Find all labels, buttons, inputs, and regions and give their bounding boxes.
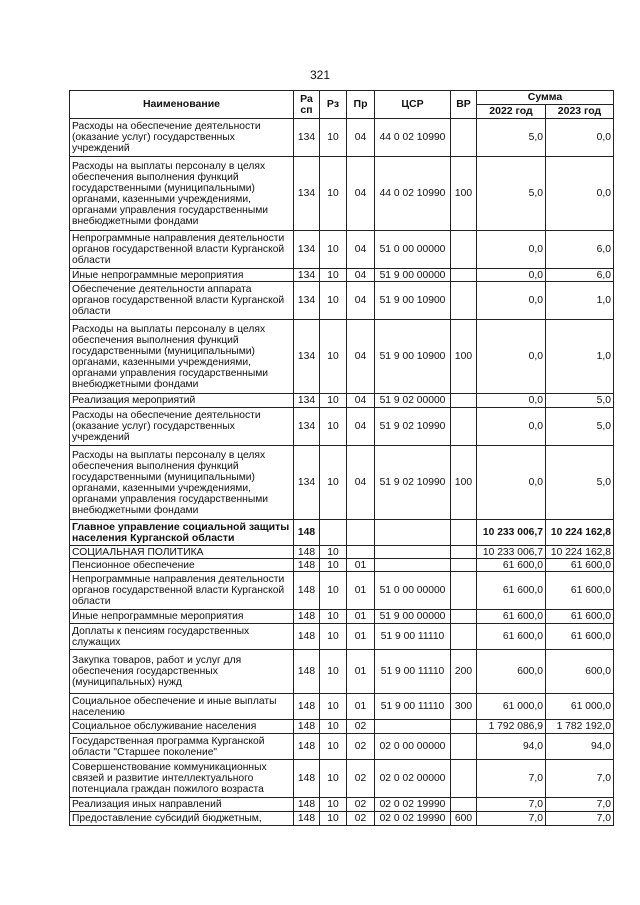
cell-sum-2022: 1 792 086,9 — [477, 720, 546, 734]
cell-name: Социальное обеспечение и иные выплаты населению — [70, 694, 294, 720]
cell-rz: 10 — [320, 694, 347, 720]
cell-rz: 10 — [320, 320, 347, 394]
cell-pr: 04 — [347, 446, 375, 520]
budget-table — [69, 90, 614, 826]
cell-sum-2022: 0,0 — [477, 446, 546, 520]
cell-sum-2022: 0,0 — [477, 231, 546, 269]
cell-csr: 44 0 02 10990 — [375, 119, 451, 157]
cell-rz: 10 — [320, 559, 347, 572]
cell-name: Расходы на обеспечение деятельности (оказание услуг) государственных учреждений — [70, 119, 294, 157]
cell-pr: 04 — [347, 408, 375, 446]
cell-rz — [320, 520, 347, 546]
cell-sum-2023: 61 600,0 — [546, 624, 614, 650]
cell-vr — [451, 798, 477, 812]
cell-sum-2023: 7,0 — [546, 812, 614, 826]
cell-sum-2023: 7,0 — [546, 798, 614, 812]
cell-vr: 100 — [451, 320, 477, 394]
cell-csr: 02 0 00 00000 — [375, 734, 451, 760]
cell-sum-2022: 94,0 — [477, 734, 546, 760]
table-row — [70, 720, 614, 734]
table-row — [70, 572, 614, 610]
cell-pr: 02 — [347, 760, 375, 798]
cell-pr: 04 — [347, 269, 375, 282]
cell-name: Иные непрограммные мероприятия — [70, 610, 294, 624]
cell-rz: 10 — [320, 624, 347, 650]
cell-csr: 51 9 00 11110 — [375, 694, 451, 720]
cell-csr: 44 0 02 10990 — [375, 157, 451, 231]
header-razdel-line2: сп — [300, 103, 313, 116]
cell-name: Иные непрограммные мероприятия — [70, 269, 294, 282]
cell-csr: 02 0 02 19990 — [375, 798, 451, 812]
cell-vr — [451, 394, 477, 408]
cell-csr: 51 9 02 00000 — [375, 394, 451, 408]
table-row — [70, 394, 614, 408]
cell-razdel: 134 — [294, 231, 320, 269]
cell-vr: 100 — [451, 446, 477, 520]
cell-razdel: 148 — [294, 546, 320, 559]
cell-name: Расходы на выплаты персоналу в целях обеспечения выполнения функций государственными (муниципальными) органами, казенными учреждениями, органами управления государственными внебюджетными фондами — [70, 157, 294, 231]
cell-pr: 02 — [347, 720, 375, 734]
cell-csr: 02 0 02 00000 — [375, 760, 451, 798]
cell-razdel: 148 — [294, 760, 320, 798]
cell-sum-2022: 7,0 — [477, 812, 546, 826]
cell-sum-2022: 10 233 006,7 — [477, 546, 546, 559]
cell-sum-2022: 7,0 — [477, 760, 546, 798]
cell-name: СОЦИАЛЬНАЯ ПОЛИТИКА — [70, 546, 294, 559]
header-razdel — [294, 91, 320, 119]
cell-csr: 51 9 00 10900 — [375, 320, 451, 394]
cell-csr: 51 9 02 10990 — [375, 446, 451, 520]
cell-sum-2023: 61 600,0 — [546, 610, 614, 624]
cell-rz: 10 — [320, 119, 347, 157]
cell-pr: 04 — [347, 119, 375, 157]
cell-name: Государственная программа Курганской области "Старшее поколение" — [70, 734, 294, 760]
cell-vr — [451, 760, 477, 798]
table-row — [70, 231, 614, 269]
cell-csr: 51 0 00 00000 — [375, 231, 451, 269]
cell-sum-2022: 0,0 — [477, 282, 546, 320]
table-row — [70, 734, 614, 760]
cell-sum-2023: 0,0 — [546, 157, 614, 231]
cell-name: Обеспечение деятельности аппарата органов государственной власти Курганской области — [70, 282, 294, 320]
cell-pr: 01 — [347, 559, 375, 572]
table-row — [70, 610, 614, 624]
table-row — [70, 520, 614, 546]
cell-rz: 10 — [320, 282, 347, 320]
cell-vr — [451, 520, 477, 546]
cell-vr: 600 — [451, 812, 477, 826]
cell-razdel: 148 — [294, 520, 320, 546]
cell-name: Предоставление субсидий бюджетным, — [70, 812, 294, 826]
cell-pr: 04 — [347, 320, 375, 394]
header-rz: Рз — [320, 91, 347, 119]
cell-name: Расходы на выплаты персоналу в целях обеспечения выполнения функций государственными (муниципальными) органами, казенными учреждениями, органами управления государственными внебюджетными фондами — [70, 320, 294, 394]
cell-rz: 10 — [320, 572, 347, 610]
cell-sum-2023: 6,0 — [546, 231, 614, 269]
table-row — [70, 559, 614, 572]
cell-razdel: 134 — [294, 408, 320, 446]
cell-pr: 04 — [347, 231, 375, 269]
cell-razdel: 148 — [294, 720, 320, 734]
cell-sum-2022: 61 600,0 — [477, 610, 546, 624]
cell-sum-2022: 5,0 — [477, 119, 546, 157]
cell-name: Главное управление социальной защиты населения Курганской области — [70, 520, 294, 546]
cell-sum-2022: 61 600,0 — [477, 572, 546, 610]
cell-name: Закупка товаров, работ и услуг для обеспечения государственных (муниципальных) нужд — [70, 650, 294, 694]
cell-vr — [451, 610, 477, 624]
table-row — [70, 624, 614, 650]
cell-razdel: 148 — [294, 812, 320, 826]
table-row — [70, 119, 614, 157]
header-sum: Сумма — [477, 91, 614, 105]
cell-sum-2022: 61 000,0 — [477, 694, 546, 720]
cell-vr — [451, 572, 477, 610]
cell-vr — [451, 559, 477, 572]
table-row — [70, 760, 614, 798]
table-row — [70, 269, 614, 282]
table-body — [70, 119, 614, 826]
cell-sum-2023: 5,0 — [546, 408, 614, 446]
cell-csr: 51 9 00 00000 — [375, 610, 451, 624]
cell-razdel: 134 — [294, 157, 320, 231]
cell-csr: 51 9 00 00000 — [375, 269, 451, 282]
cell-razdel: 148 — [294, 572, 320, 610]
table-row — [70, 812, 614, 826]
cell-razdel: 134 — [294, 394, 320, 408]
cell-name: Реализация иных направлений — [70, 798, 294, 812]
cell-vr — [451, 624, 477, 650]
cell-csr: 51 9 00 11110 — [375, 650, 451, 694]
cell-csr — [375, 559, 451, 572]
cell-vr: 300 — [451, 694, 477, 720]
header-razdel-line1: Ра — [300, 92, 313, 105]
table-row — [70, 546, 614, 559]
table-row — [70, 446, 614, 520]
cell-sum-2022: 61 600,0 — [477, 559, 546, 572]
cell-pr — [347, 546, 375, 559]
cell-vr — [451, 408, 477, 446]
cell-pr: 01 — [347, 610, 375, 624]
cell-sum-2023: 1 782 192,0 — [546, 720, 614, 734]
cell-rz: 10 — [320, 408, 347, 446]
cell-vr: 200 — [451, 650, 477, 694]
cell-sum-2023: 5,0 — [546, 394, 614, 408]
cell-razdel: 134 — [294, 320, 320, 394]
table-row — [70, 798, 614, 812]
cell-rz: 10 — [320, 394, 347, 408]
cell-sum-2022: 600,0 — [477, 650, 546, 694]
cell-rz: 10 — [320, 760, 347, 798]
cell-rz: 10 — [320, 269, 347, 282]
header-name: Наименование — [70, 91, 294, 119]
cell-vr — [451, 720, 477, 734]
cell-razdel: 134 — [294, 269, 320, 282]
cell-razdel: 134 — [294, 119, 320, 157]
table-row — [70, 650, 614, 694]
cell-sum-2022: 0,0 — [477, 394, 546, 408]
cell-sum-2022: 7,0 — [477, 798, 546, 812]
table-row — [70, 408, 614, 446]
header-pr: Пр — [347, 91, 375, 119]
cell-rz: 10 — [320, 812, 347, 826]
cell-vr — [451, 231, 477, 269]
cell-sum-2023: 5,0 — [546, 446, 614, 520]
cell-name: Непрограммные направления деятельности органов государственной власти Курганской области — [70, 231, 294, 269]
page-number: 321 — [309, 68, 331, 82]
cell-sum-2022: 5,0 — [477, 157, 546, 231]
cell-rz: 10 — [320, 546, 347, 559]
cell-name: Доплаты к пенсиям государственных служащих — [70, 624, 294, 650]
cell-razdel: 148 — [294, 559, 320, 572]
cell-razdel: 148 — [294, 734, 320, 760]
cell-csr: 02 0 02 19990 — [375, 812, 451, 826]
cell-csr — [375, 720, 451, 734]
table-row — [70, 694, 614, 720]
table-row — [70, 282, 614, 320]
cell-pr: 04 — [347, 282, 375, 320]
cell-name: Реализация мероприятий — [70, 394, 294, 408]
cell-pr: 04 — [347, 157, 375, 231]
cell-razdel: 134 — [294, 446, 320, 520]
cell-sum-2022: 10 233 006,7 — [477, 520, 546, 546]
cell-sum-2022: 0,0 — [477, 320, 546, 394]
cell-vr — [451, 119, 477, 157]
cell-vr — [451, 269, 477, 282]
cell-sum-2023: 61 000,0 — [546, 694, 614, 720]
cell-name: Совершенствование коммуникационных связей и развитие интеллектуального потенциала граждан пожилого возраста — [70, 760, 294, 798]
cell-sum-2023: 7,0 — [546, 760, 614, 798]
cell-pr: 01 — [347, 650, 375, 694]
cell-razdel: 148 — [294, 798, 320, 812]
header-year-2022: 2022 год — [477, 105, 546, 119]
cell-sum-2023: 10 224 162,8 — [546, 546, 614, 559]
cell-pr: 02 — [347, 734, 375, 760]
cell-name: Социальное обслуживание населения — [70, 720, 294, 734]
cell-pr: 01 — [347, 624, 375, 650]
cell-sum-2023: 94,0 — [546, 734, 614, 760]
cell-name: Пенсионное обеспечение — [70, 559, 294, 572]
cell-razdel: 148 — [294, 650, 320, 694]
cell-sum-2023: 1,0 — [546, 320, 614, 394]
cell-vr: 100 — [451, 157, 477, 231]
cell-rz: 10 — [320, 610, 347, 624]
cell-vr — [451, 546, 477, 559]
cell-name: Расходы на выплаты персоналу в целях обеспечения выполнения функций государственными (муниципальными) органами, казенными учреждениями, органами управления государственными внебюджетными фондами — [70, 446, 294, 520]
table-row — [70, 320, 614, 394]
cell-sum-2023: 6,0 — [546, 269, 614, 282]
cell-sum-2023: 61 600,0 — [546, 559, 614, 572]
cell-pr: 02 — [347, 812, 375, 826]
cell-pr: 02 — [347, 798, 375, 812]
cell-razdel: 148 — [294, 624, 320, 650]
cell-name: Непрограммные направления деятельности органов государственной власти Курганской области — [70, 572, 294, 610]
cell-csr: 51 9 00 10900 — [375, 282, 451, 320]
cell-csr: 51 9 00 11110 — [375, 624, 451, 650]
cell-pr: 04 — [347, 394, 375, 408]
table-row — [70, 157, 614, 231]
header-vr: ВР — [451, 91, 477, 119]
cell-rz: 10 — [320, 798, 347, 812]
cell-vr — [451, 282, 477, 320]
cell-razdel: 148 — [294, 610, 320, 624]
cell-rz: 10 — [320, 734, 347, 760]
cell-sum-2023: 600,0 — [546, 650, 614, 694]
cell-pr: 01 — [347, 694, 375, 720]
cell-rz: 10 — [320, 446, 347, 520]
cell-rz: 10 — [320, 650, 347, 694]
cell-sum-2023: 61 600,0 — [546, 572, 614, 610]
cell-sum-2023: 0,0 — [546, 119, 614, 157]
cell-rz: 10 — [320, 157, 347, 231]
cell-csr: 51 0 00 00000 — [375, 572, 451, 610]
cell-vr — [451, 734, 477, 760]
cell-sum-2022: 61 600,0 — [477, 624, 546, 650]
header-csr: ЦСР — [375, 91, 451, 119]
cell-sum-2022: 0,0 — [477, 269, 546, 282]
cell-csr: 51 9 02 10990 — [375, 408, 451, 446]
cell-pr — [347, 520, 375, 546]
header-year-2023: 2023 год — [546, 105, 614, 119]
cell-sum-2023: 1,0 — [546, 282, 614, 320]
cell-name: Расходы на обеспечение деятельности (оказание услуг) государственных учреждений — [70, 408, 294, 446]
cell-sum-2022: 0,0 — [477, 408, 546, 446]
cell-pr: 01 — [347, 572, 375, 610]
cell-razdel: 148 — [294, 694, 320, 720]
cell-razdel: 134 — [294, 282, 320, 320]
cell-csr — [375, 520, 451, 546]
cell-csr — [375, 546, 451, 559]
cell-rz: 10 — [320, 720, 347, 734]
cell-rz: 10 — [320, 231, 347, 269]
cell-sum-2023: 10 224 162,8 — [546, 520, 614, 546]
